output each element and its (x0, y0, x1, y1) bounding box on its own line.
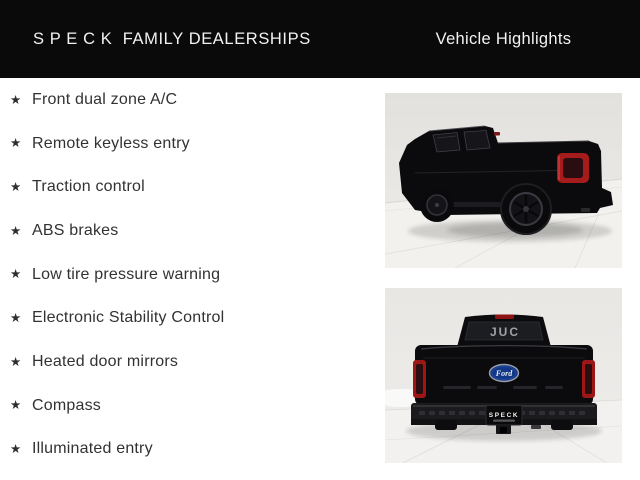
star-icon: ★ (10, 136, 22, 151)
feature-label: ABS brakes (32, 221, 119, 239)
vehicle-photo-rear-quarter (385, 93, 622, 268)
feature-label: Electronic Stability Control (32, 309, 225, 327)
license-plate (486, 406, 522, 426)
feature-list (8, 78, 368, 471)
star-icon: ★ (10, 179, 22, 194)
feature-item (8, 78, 368, 122)
rear-window-reflection-text: JUC (489, 325, 521, 339)
feature-label: Remote keyless entry (32, 134, 190, 152)
star-icon: ★ (10, 267, 22, 282)
star-icon: ★ (10, 223, 22, 238)
feature-label: Compass (32, 396, 101, 414)
star-icon: ★ (10, 92, 22, 107)
feature-label: Illuminated entry (32, 440, 153, 458)
feature-item (8, 253, 368, 297)
feature-item (8, 122, 368, 166)
feature-item (8, 165, 368, 209)
star-icon: ★ (10, 442, 22, 457)
truck-rear-quarter-illustration (385, 93, 622, 268)
feature-item (8, 428, 368, 472)
feature-item (8, 384, 368, 428)
vehicle-photo-rear (385, 288, 622, 463)
dealership-name: S P E C K FAMILY DEALERSHIPS (33, 30, 311, 48)
feature-label: Heated door mirrors (32, 352, 179, 370)
star-icon: ★ (10, 354, 22, 369)
feature-item (8, 340, 368, 384)
feature-label: Low tire pressure warning (32, 265, 221, 283)
ford-badge-text: Ford (495, 369, 513, 378)
feature-item (8, 296, 368, 340)
license-plate-text: SPECK (488, 412, 520, 419)
page-title: Vehicle Highlights (435, 30, 572, 48)
feature-item (8, 209, 368, 253)
feature-label: Front dual zone A/C (32, 90, 178, 108)
ford-badge (490, 365, 519, 382)
star-icon: ★ (10, 398, 22, 413)
star-icon: ★ (10, 311, 22, 326)
header-bar (0, 0, 640, 78)
feature-label: Traction control (32, 178, 145, 196)
truck-rear-illustration (385, 288, 622, 463)
